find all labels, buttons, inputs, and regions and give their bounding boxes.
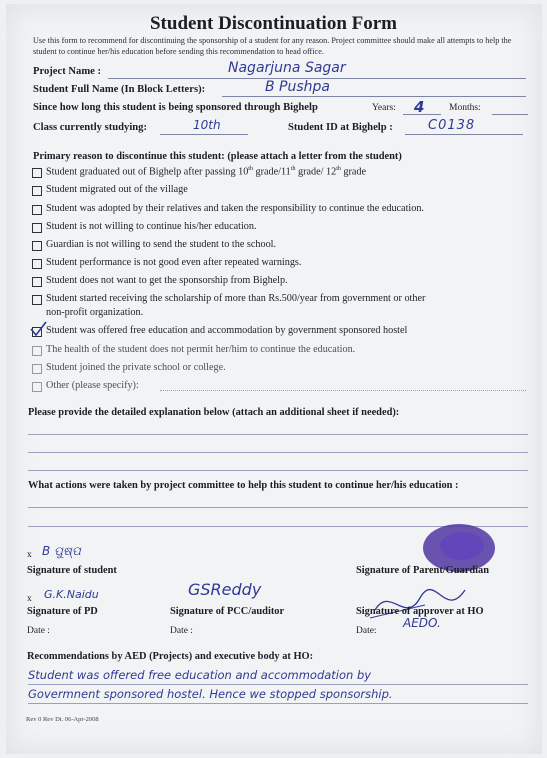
recommendation-rule-2 <box>28 703 528 704</box>
project-name-label: Project Name : <box>33 66 102 77</box>
reason-11-label: Other (please specify): <box>46 380 139 391</box>
reason-6-checkbox[interactable] <box>32 277 42 287</box>
guardian-signature-label: Signature of Parent/Guardian <box>356 565 489 576</box>
class-line <box>160 134 248 135</box>
reason-0-checkbox[interactable] <box>32 168 42 178</box>
reason-7-checkbox[interactable] <box>32 295 42 305</box>
recommendation-rule-1 <box>28 684 528 685</box>
student-id-label: Student ID at Bighelp : <box>288 122 393 133</box>
approver-note: AEDO. <box>403 616 441 630</box>
project-name-value[interactable]: Nagarjuna Sagar <box>228 60 346 76</box>
reason-11-checkbox[interactable] <box>32 382 42 392</box>
pcc-signature[interactable]: GSReddy <box>188 580 262 599</box>
actions-line-1[interactable] <box>28 507 528 508</box>
pd-signature[interactable]: G.K.Naidu <box>44 588 99 601</box>
approver-signature-label: Signature of approver at HO <box>356 606 484 617</box>
reason-10-checkbox[interactable] <box>32 364 42 374</box>
pcc-signature-label: Signature of PCC/auditor <box>170 606 285 617</box>
pd-signature-label: Signature of PD <box>27 606 98 617</box>
reason-2-checkbox[interactable] <box>32 205 42 215</box>
years-label: Years: <box>372 103 396 113</box>
recommendation-line-2[interactable]: Govermnent sponsored hostel. Hence we stopped sponsorship. <box>28 687 393 701</box>
form-revision: Rev 0 Rev Dt. 06-Apr-2008 <box>26 716 99 723</box>
student-name-line <box>222 96 526 97</box>
student-name-label: Student Full Name (In Block Letters): <box>33 84 206 95</box>
explanation-heading: Please provide the detailed explanation below (attach an additional sheet if needed): <box>28 407 400 418</box>
reason-7-label-cont: non-profit organization. <box>46 307 144 318</box>
reason-7-label: Student started receiving the scholarship of more than Rs.500/year from government or other <box>46 293 426 304</box>
reason-4-label: Guardian is not willing to send the student to the school. <box>46 239 277 250</box>
reason-9-checkbox[interactable] <box>32 346 42 356</box>
reason-1-label: Student migrated out of the village <box>46 184 188 195</box>
explanation-line-2[interactable] <box>28 452 528 453</box>
form-paper <box>6 4 542 754</box>
reason-10-label: Student joined the private school or college. <box>46 362 226 373</box>
other-specify-line[interactable] <box>160 390 526 391</box>
actions-heading: What actions were taken by project committee to help this student to continue her/his education : <box>28 480 459 491</box>
student-id-value[interactable]: C0138 <box>428 118 476 133</box>
ho-date-label: Date: <box>356 626 377 636</box>
student-signature-label: Signature of student <box>27 565 117 576</box>
sponsored-duration-label: Since how long this student is being sponsored through Bighelp <box>33 102 318 113</box>
reason-6-label: Student does not want to get the sponsorship from Bighelp. <box>46 275 288 286</box>
years-value[interactable]: 4 <box>414 98 425 116</box>
reason-3-label: Student is not willing to continue his/her education. <box>46 221 257 232</box>
explanation-line-3[interactable] <box>28 470 528 471</box>
months-line <box>492 114 528 115</box>
reasons-heading: Primary reason to discontinue this student: (please attach a letter from the student) <box>33 151 402 162</box>
reason-5-label: Student performance is not good even after repeated warnings. <box>46 257 302 268</box>
form-intro: Use this form to recommend for discontinuing the sponsorship of a student for any reason. Project committee should make all attempts to help the student to continue her/his education before sending this recommendation to head office. <box>33 36 512 56</box>
reason-3-checkbox[interactable] <box>32 223 42 233</box>
class-label: Class currently studying: <box>33 122 147 133</box>
reason-4-checkbox[interactable] <box>32 241 42 251</box>
pd-sign-mark: x <box>27 594 32 604</box>
student-signature[interactable]: B ପୁଷ୍ପ <box>42 544 81 558</box>
reason-9-label: The health of the student does not permit her/him to continue the education. <box>46 344 356 355</box>
class-value[interactable]: 10th <box>193 118 221 132</box>
explanation-line-1[interactable] <box>28 434 528 435</box>
student-sign-mark: x <box>27 550 32 560</box>
reason-2-label: Student was adopted by their relatives and taken the responsibility to continue the education. <box>46 203 424 214</box>
pcc-date-label: Date : <box>170 626 193 636</box>
reason-8-label: Student was offered free education and accommodation by government sponsored hostel <box>46 325 408 336</box>
student-id-line <box>405 134 523 135</box>
recommendation-line-1[interactable]: Student was offered free education and accommodation by <box>28 668 372 682</box>
recommendation-heading: Recommendations by AED (Projects) and executive body at HO: <box>27 651 314 662</box>
reason-5-checkbox[interactable] <box>32 259 42 269</box>
reason-0-label: Student graduated out of Bighelp after passing 10th grade/11th grade/ 12th grade <box>46 166 367 178</box>
months-label: Months: <box>449 103 481 113</box>
reason-1-checkbox[interactable] <box>32 186 42 196</box>
student-name-value[interactable]: B Pushpa <box>265 79 331 95</box>
pd-date-label: Date : <box>27 626 50 636</box>
form-title: Student Discontinuation Form <box>149 13 398 34</box>
checkmark-icon <box>28 320 48 338</box>
